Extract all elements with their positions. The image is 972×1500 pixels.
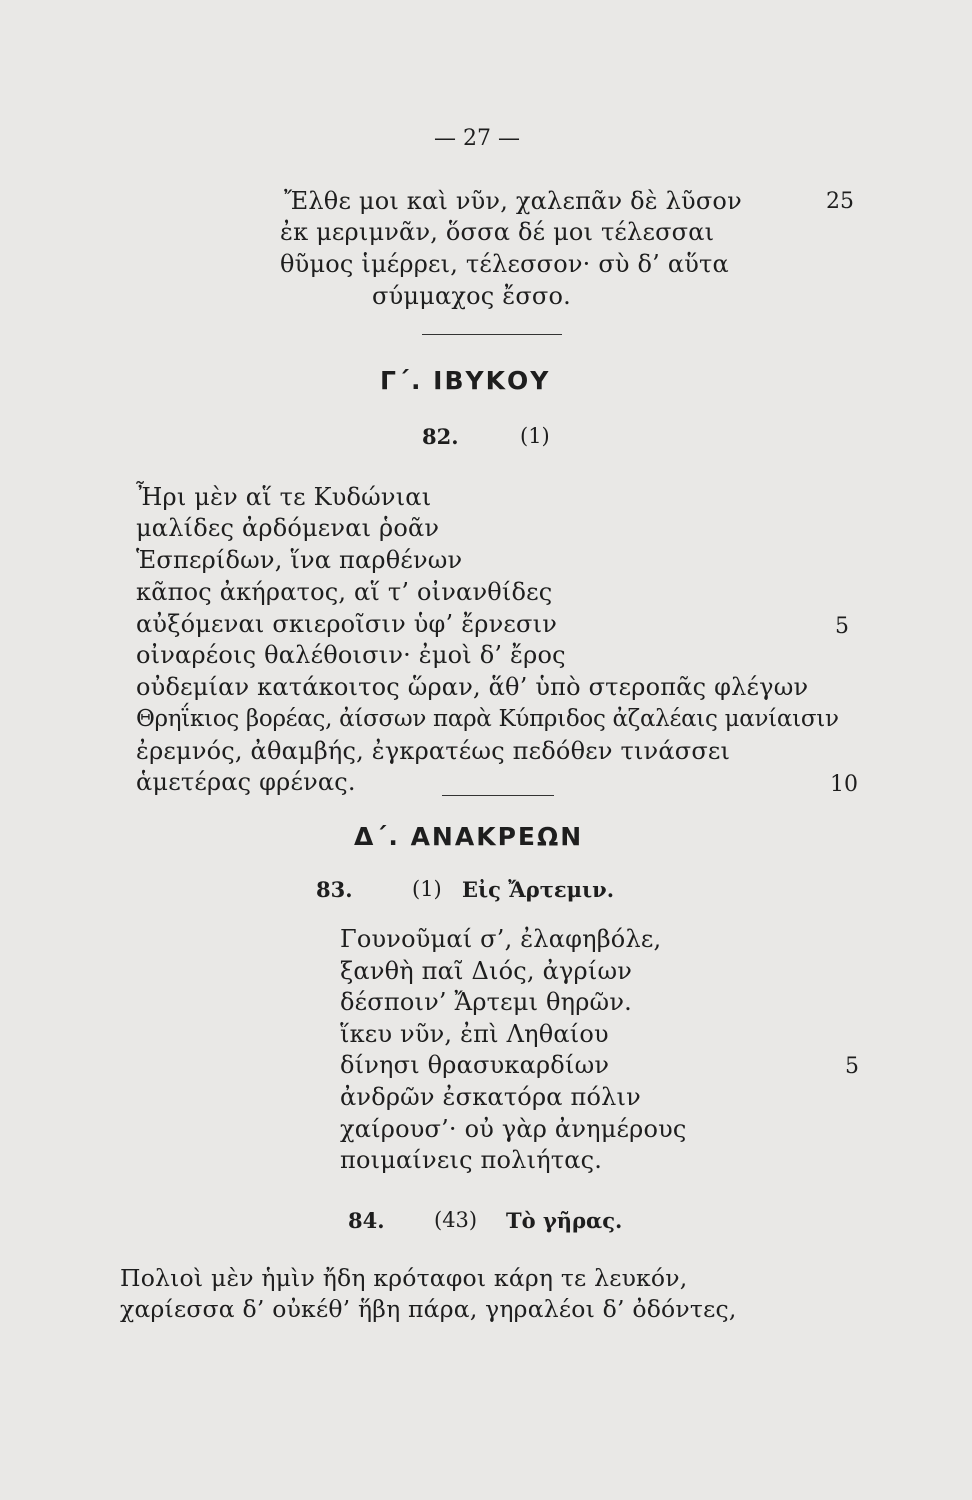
verse-line: σύμμαχος ἔσσο. — [372, 282, 571, 310]
poem-number: 82. — [422, 424, 459, 449]
verse-line: ἁμετέρας φρένας. — [136, 768, 356, 796]
section-heading: Γ΄. ΙΒΥΚΟΥ — [380, 366, 551, 395]
verse-line: κᾶπος ἀκήρατος, αἵ τ’ οἰνανθίδες — [136, 578, 553, 606]
verse-line: οὐδεμίαν κατάκοιτος ὥραν, ἅθ’ ὑπὸ στεροπᾶς φλέγων — [136, 673, 809, 701]
line-number: 25 — [826, 189, 854, 214]
poem-title: Τὸ γῆρας. — [506, 1208, 623, 1233]
line-number: 10 — [830, 772, 858, 797]
verse-line: ἐρεμνός, ἀθαμβής, ἐγκρατέως πεδόθεν τινάσσει — [136, 737, 731, 765]
section-divider — [442, 795, 554, 796]
verse-line: αὐξόμεναι σκιεροῖσιν ὑφ’ ἔρνεσιν — [136, 610, 557, 638]
verse-line: Ἔλθε μοι καὶ νῦν, χαλεπᾶν δὲ λῦσον — [284, 187, 742, 215]
verse-line: Ἑσπερίδων, ἵνα παρθένων — [136, 546, 463, 574]
verse-line: δέσποιν’ Ἄρτεμι θηρῶν. — [340, 988, 632, 1016]
verse-line: ξανθὴ παῖ Διός, ἀγρίων — [340, 957, 633, 985]
verse-line: Ἦρι μὲν αἵ τε Κυδώνιαι — [136, 483, 432, 511]
verse-line: ἀνδρῶν ἐσκατόρα πόλιν — [340, 1083, 641, 1111]
poem-number: 83. — [316, 877, 353, 902]
poem-title: Εἰς Ἄρτεμιν. — [462, 877, 615, 902]
verse-line: χαρίεσσα δ’ οὐκέθ’ ἥβη πάρα, γηραλέοι δ’ ὀδόντες, — [120, 1295, 737, 1323]
verse-line: Θρηΐκιος βορέας, ἀίσσων παρὰ Κύπριδος ἀζαλέαις μανίαισιν — [136, 706, 839, 732]
poem-number: 84. — [348, 1208, 385, 1233]
verse-line: δίνησι θρασυκαρδίων — [340, 1051, 610, 1079]
verse-line: ἐκ μεριμνᾶν, ὅσσα δέ μοι τέλεσσαι — [280, 218, 715, 246]
verse-line: θῦμος ἱμέρρει, τέλεσσον· σὺ δ’ αὕτα — [280, 250, 729, 278]
verse-line: μαλίδες ἀρδόμεναι ῥοᾶν — [136, 514, 440, 542]
poem-reference: (43) — [434, 1208, 478, 1232]
verse-line: χαίρουσ’· οὐ γὰρ ἀνημέρους — [340, 1115, 687, 1143]
verse-line: οἰναρέοις θαλέθοισιν· ἐμοὶ δ’ ἔρος — [136, 641, 566, 669]
verse-line: ποιμαίνεις πολιήτας. — [340, 1146, 603, 1174]
verse-line: Πολιοὶ μὲν ἡμὶν ἤδη κρόταφοι κάρη τε λευκόν, — [120, 1264, 688, 1292]
line-number: 5 — [845, 1054, 859, 1079]
section-divider — [422, 334, 562, 335]
verse-line: ἵκευ νῦν, ἐπὶ Ληθαίου — [340, 1020, 609, 1048]
line-number: 5 — [835, 614, 849, 639]
poem-reference: (1) — [412, 877, 442, 901]
verse-line: Γουνοῦμαί σ’, ἐλαφηβόλε, — [340, 925, 662, 953]
section-heading: Δ΄. ΑΝΑΚΡΕΩΝ — [354, 822, 584, 851]
page-number: — 27 — — [434, 126, 520, 151]
poem-reference: (1) — [520, 424, 550, 448]
